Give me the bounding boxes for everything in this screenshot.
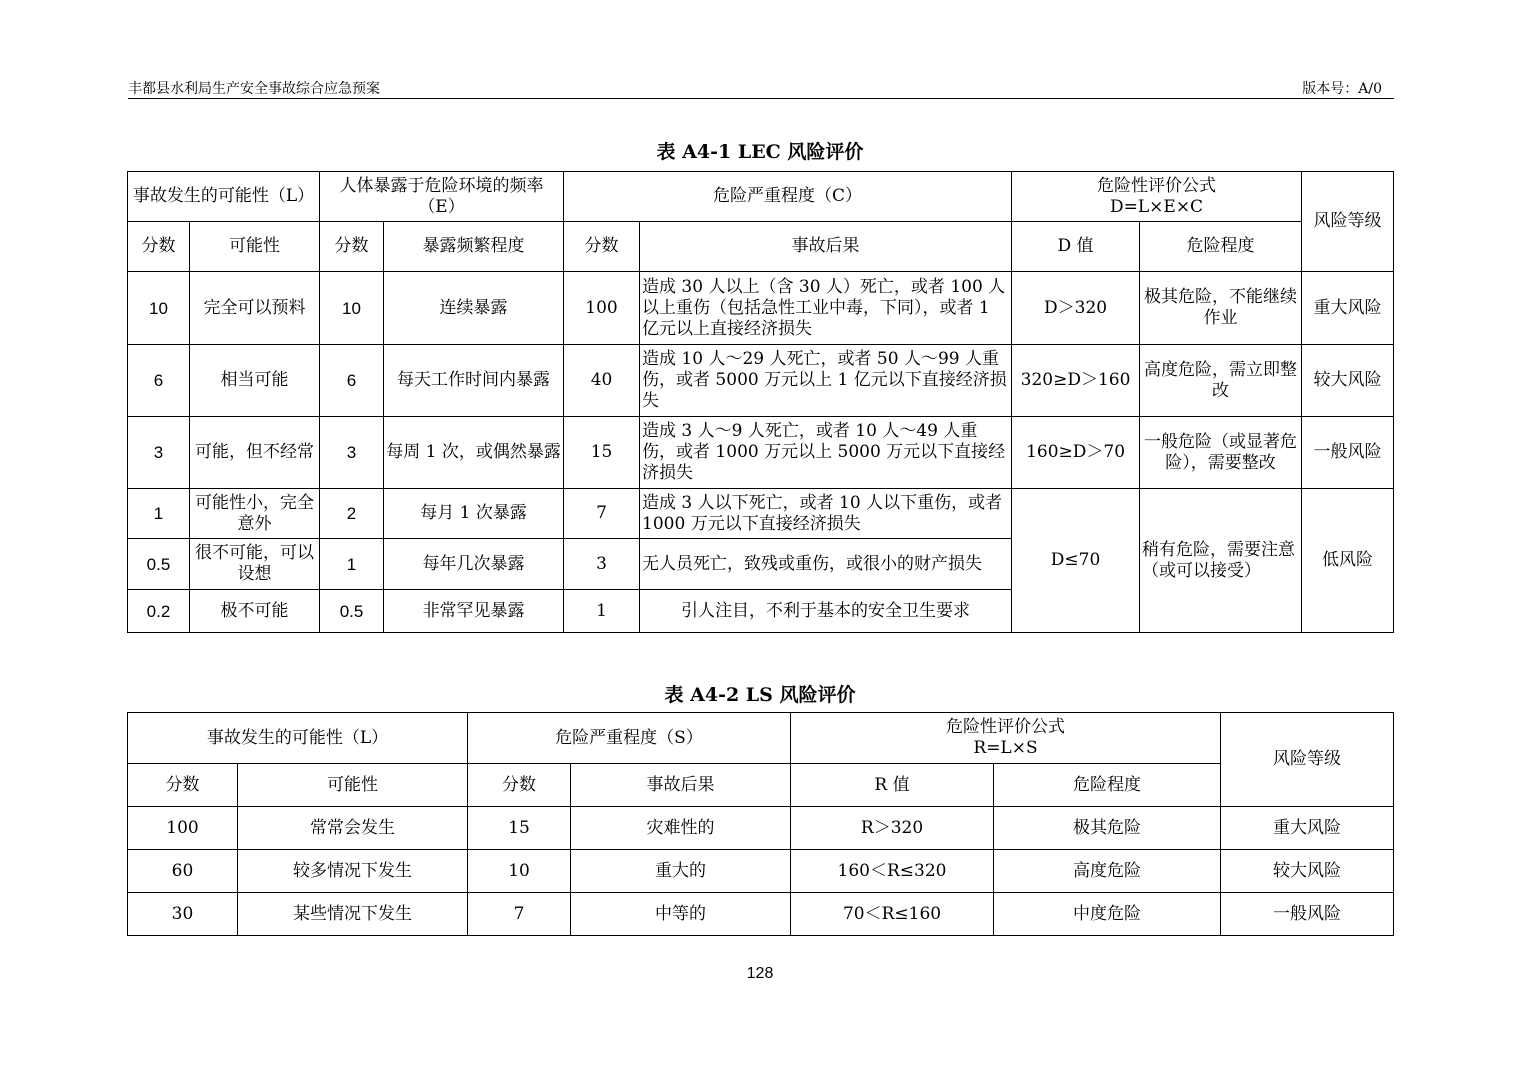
risk-level: 较大风险: [1221, 850, 1394, 893]
c-score: 1: [564, 590, 640, 633]
page-number: 128: [746, 965, 774, 982]
risk-level-low: 低风险: [1302, 489, 1394, 633]
subheader-score: 分数: [468, 764, 571, 807]
r-value: 70＜R≤160: [791, 893, 994, 936]
header-severity: 危险严重程度（S）: [468, 713, 791, 764]
c-consequence: 无人员死亡，致残或重伤，或很小的财产损失: [640, 539, 1012, 590]
s-score: 10: [468, 850, 571, 893]
l-score: 1: [128, 489, 190, 539]
s-consequence: 中等的: [571, 893, 791, 936]
l-score: 3: [128, 417, 190, 489]
header-formula: [791, 713, 1221, 764]
table-row: [128, 893, 1394, 936]
l-possibility: 可能性小，完全意外: [190, 489, 320, 539]
s-score: 15: [468, 807, 571, 850]
subheader-score: 分数: [564, 222, 640, 272]
l-possibility: 相当可能: [190, 345, 320, 417]
r-value: R＞320: [791, 807, 994, 850]
risk-level: 较大风险: [1302, 345, 1394, 417]
c-score: 15: [564, 417, 640, 489]
subheader-possibility: 可能性: [190, 222, 320, 272]
c-consequence: 造成 10 人～29 人死亡，或者 50 人～99 人重伤，或者 5000 万元以上 1 亿元以下直接经济损失: [640, 345, 1012, 417]
subheader-score: 分数: [128, 764, 238, 807]
e-degree: 每天工作时间内暴露: [384, 345, 564, 417]
header-likelihood: 事故发生的可能性（L）: [128, 172, 320, 222]
header-formula: [1012, 172, 1302, 222]
risk-level: 一般风险: [1302, 417, 1394, 489]
formula-title: 危险性评价公式: [1097, 175, 1217, 196]
l-possibility: 常常会发生: [238, 807, 468, 850]
lec-risk-table: [127, 171, 1394, 633]
l-score: 0.2: [128, 590, 190, 633]
e-score: 3: [320, 417, 384, 489]
formula-text: R=L×S: [973, 738, 1038, 758]
l-score: 60: [128, 850, 238, 893]
e-degree: 每周 1 次，或偶然暴露: [384, 417, 564, 489]
c-consequence: 引人注目，不利于基本的安全卫生要求: [640, 590, 1012, 633]
e-score: 0.5: [320, 590, 384, 633]
c-consequence: 造成 30 人以上（含 30 人）死亡，或者 100 人以上重伤（包括急性工业中毒，下同），或者 1 亿元以上直接经济损失: [640, 272, 1012, 345]
table2-caption: 表 A4-2 LS 风险评价: [664, 684, 856, 706]
ls-risk-table: [127, 712, 1394, 936]
c-score: 7: [564, 489, 640, 539]
l-possibility: 某些情况下发生: [238, 893, 468, 936]
subheader-danger-degree: 危险程度: [994, 764, 1221, 807]
l-score: 6: [128, 345, 190, 417]
subheader-d-value: D 值: [1012, 222, 1140, 272]
c-consequence: 造成 3 人以下死亡，或者 10 人以下重伤，或者 1000 万元以下直接经济损失: [640, 489, 1012, 539]
d-value: D＞320: [1012, 272, 1140, 345]
l-possibility: 很不可能，可以设想: [190, 539, 320, 590]
s-consequence: 重大的: [571, 850, 791, 893]
d-value-low: D≤70: [1012, 489, 1140, 633]
d-value: 160≥D＞70: [1012, 417, 1140, 489]
s-consequence: 灾难性的: [571, 807, 791, 850]
danger-degree: 极其危险，不能继续作业: [1140, 272, 1302, 345]
danger-degree: 高度危险: [994, 850, 1221, 893]
header-exposure: 人体暴露于危险环境的频率（E）: [320, 172, 564, 222]
l-possibility: 可能，但不经常: [190, 417, 320, 489]
header-risk-level: 风险等级: [1221, 713, 1394, 807]
subheader-possibility: 可能性: [238, 764, 468, 807]
danger-degree: 极其危险: [994, 807, 1221, 850]
c-score: 100: [564, 272, 640, 345]
danger-degree: 高度危险，需立即整改: [1140, 345, 1302, 417]
l-possibility: 完全可以预料: [190, 272, 320, 345]
document-title: 丰都县水利局生产安全事故综合应急预案: [128, 81, 380, 97]
subheader-r-value: R 值: [791, 764, 994, 807]
header-severity: 危险严重程度（C）: [564, 172, 1012, 222]
page-header: [128, 78, 1394, 99]
e-score: 10: [320, 272, 384, 345]
table-row: [128, 489, 1394, 539]
subheader-score: 分数: [320, 222, 384, 272]
subheader-consequence: 事故后果: [640, 222, 1012, 272]
table-row: [128, 807, 1394, 850]
table-row: [128, 272, 1394, 345]
e-score: 6: [320, 345, 384, 417]
l-score: 10: [128, 272, 190, 345]
l-score: 30: [128, 893, 238, 936]
l-possibility: 较多情况下发生: [238, 850, 468, 893]
d-value: 320≥D＞160: [1012, 345, 1140, 417]
subheader-exposure-degree: 暴露频繁程度: [384, 222, 564, 272]
formula-text: D=L×E×C: [1110, 196, 1204, 217]
e-degree: 每年几次暴露: [384, 539, 564, 590]
danger-degree: 一般危险（或显著危险），需要整改: [1140, 417, 1302, 489]
risk-level: 一般风险: [1221, 893, 1394, 936]
c-consequence: 造成 3 人～9 人死亡，或者 10 人～49 人重伤，或者 1000 万元以上 5000 万元以下直接经济损失: [640, 417, 1012, 489]
e-degree: 连续暴露: [384, 272, 564, 345]
table1-caption: 表 A4-1 LEC 风险评价: [656, 141, 864, 163]
r-value: 160＜R≤320: [791, 850, 994, 893]
l-score: 100: [128, 807, 238, 850]
table-row: [128, 345, 1394, 417]
s-score: 7: [468, 893, 571, 936]
c-score: 3: [564, 539, 640, 590]
e-score: 2: [320, 489, 384, 539]
risk-level: 重大风险: [1302, 272, 1394, 345]
header-likelihood: 事故发生的可能性（L）: [128, 713, 468, 764]
l-possibility: 极不可能: [190, 590, 320, 633]
danger-degree: 中度危险: [994, 893, 1221, 936]
e-degree: 非常罕见暴露: [384, 590, 564, 633]
l-score: 0.5: [128, 539, 190, 590]
table-row: [128, 850, 1394, 893]
e-degree: 每月 1 次暴露: [384, 489, 564, 539]
version-number: 版本号：A/0: [1302, 81, 1382, 97]
table-row: [128, 417, 1394, 489]
subheader-consequence: 事故后果: [571, 764, 791, 807]
subheader-danger-degree: 危险程度: [1140, 222, 1302, 272]
c-score: 40: [564, 345, 640, 417]
subheader-score: 分数: [128, 222, 190, 272]
danger-degree-low: 稍有危险，需要注意（或可以接受）: [1140, 489, 1302, 633]
risk-level: 重大风险: [1221, 807, 1394, 850]
formula-title: 危险性评价公式: [946, 717, 1066, 737]
header-risk-level: 风险等级: [1302, 172, 1394, 272]
e-score: 1: [320, 539, 384, 590]
